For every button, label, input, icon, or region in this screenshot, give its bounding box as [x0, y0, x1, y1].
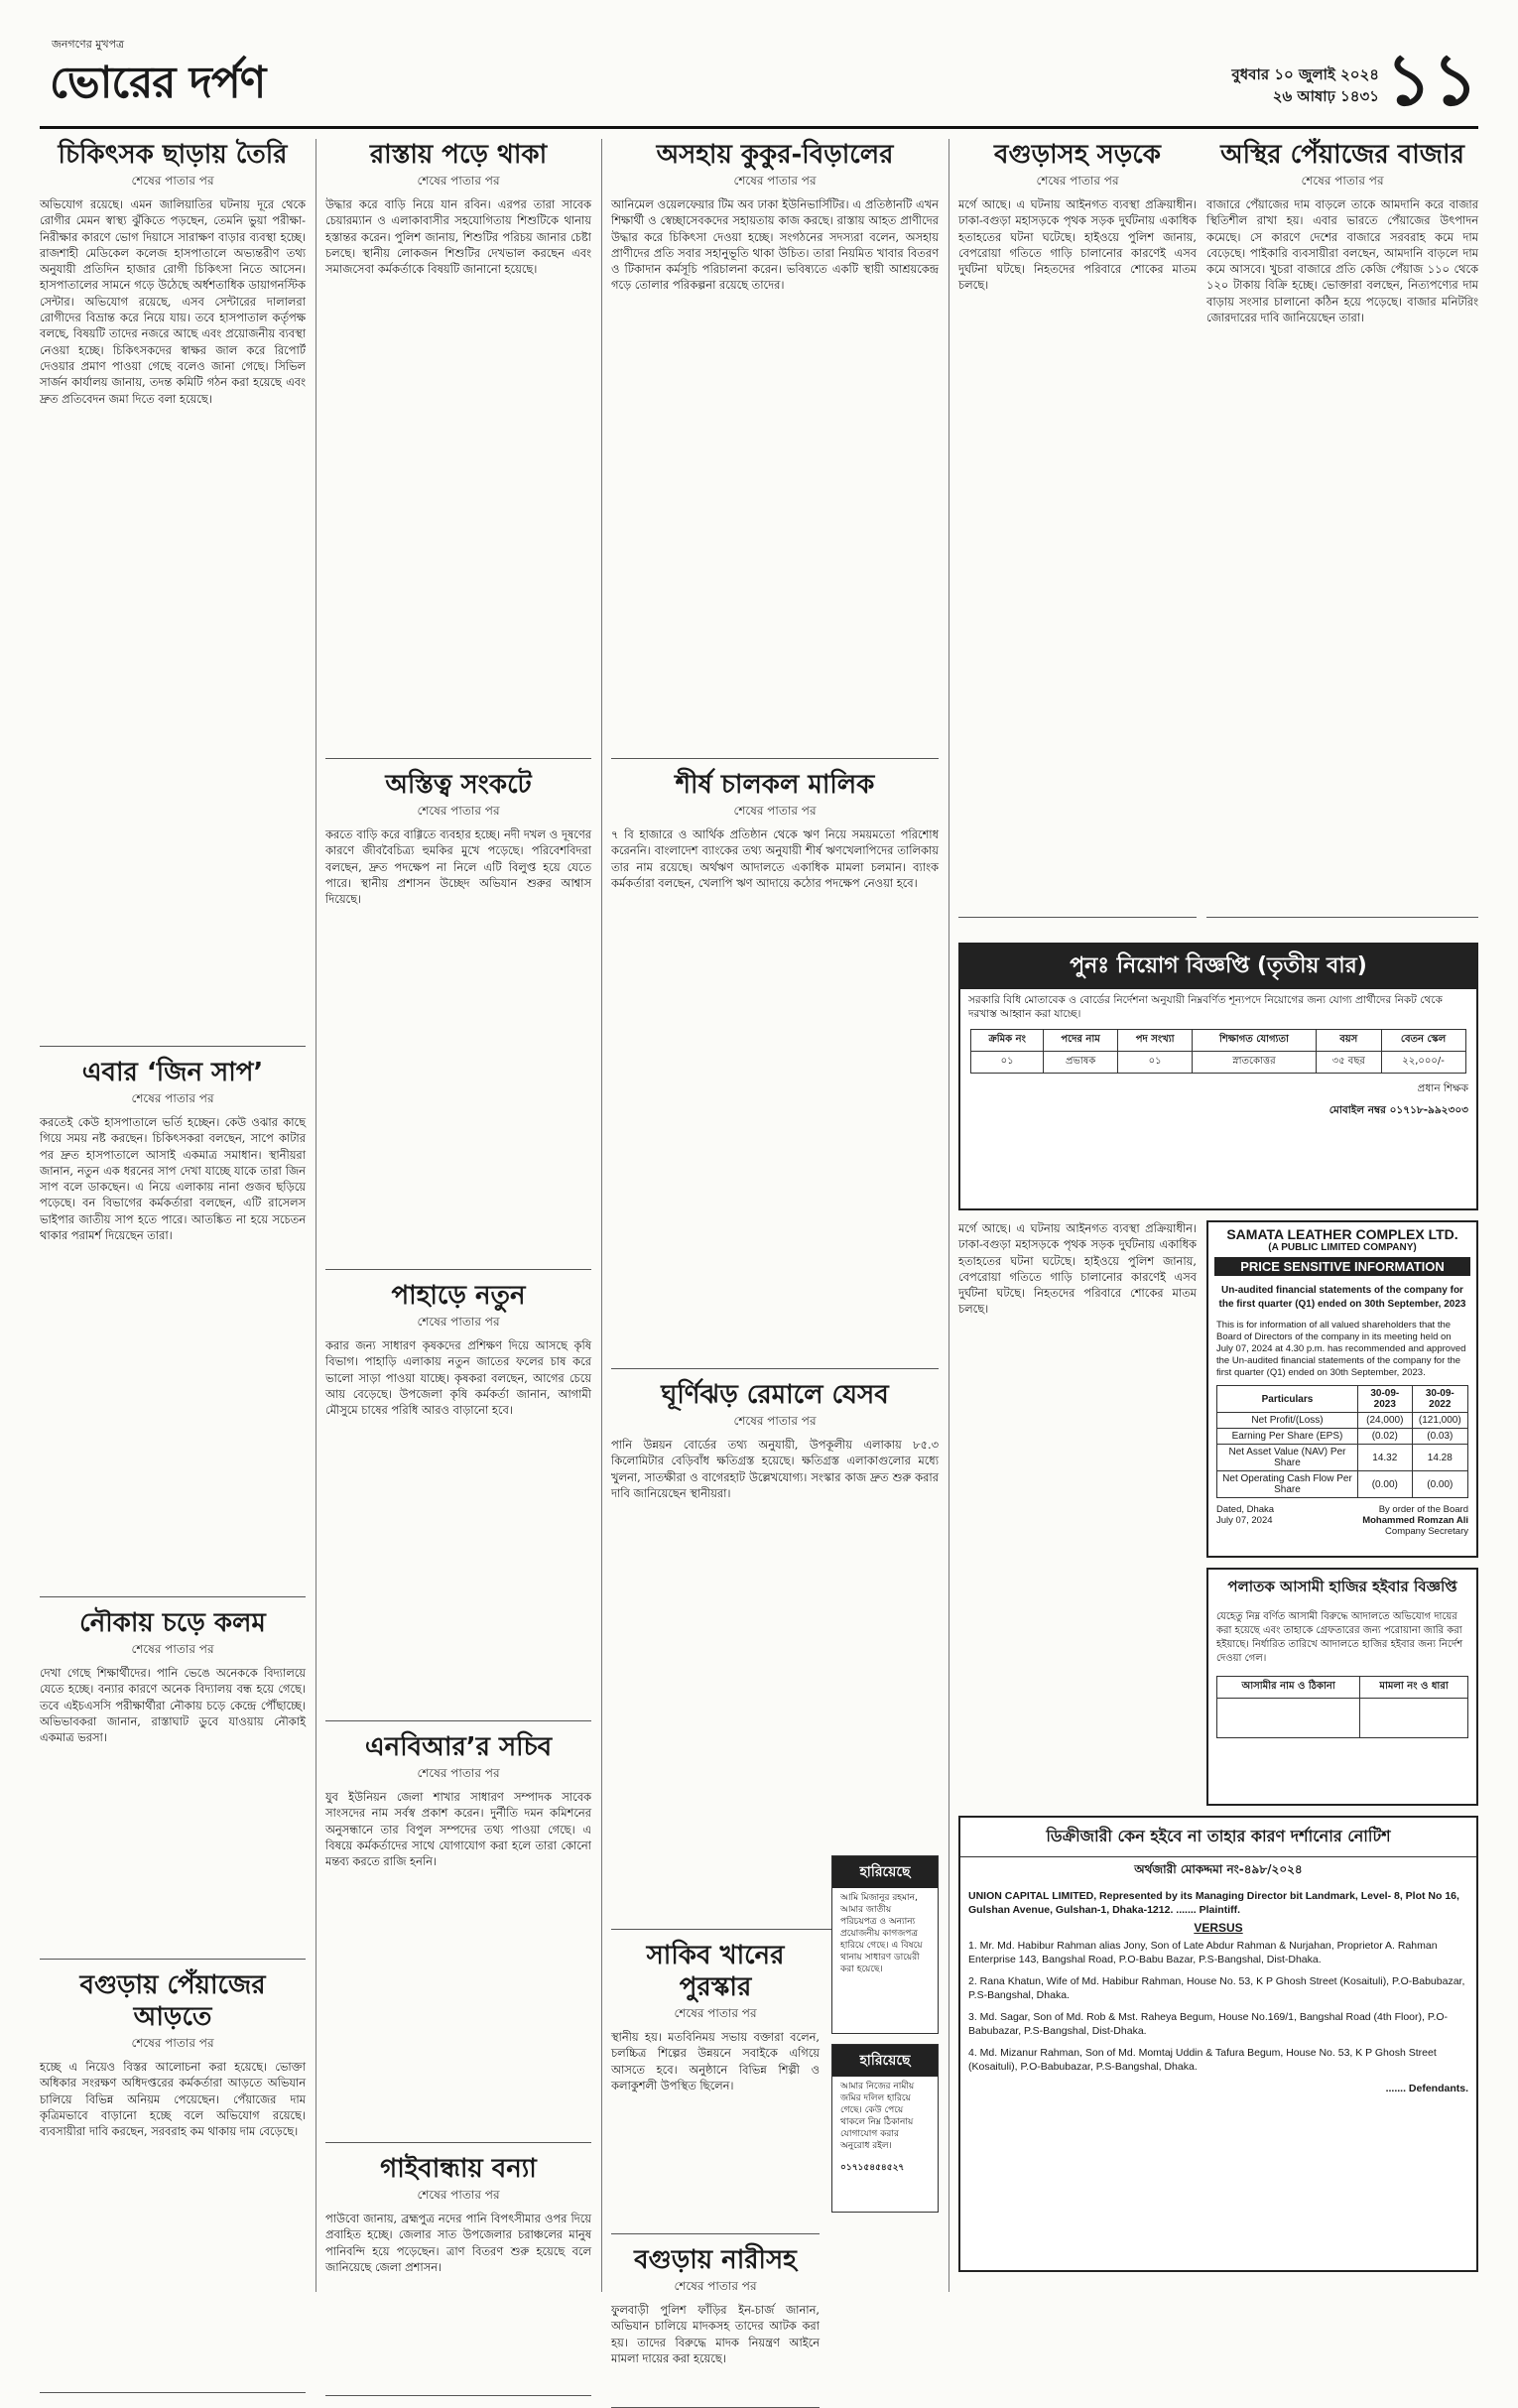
th: আসামীর নাম ও ঠিকানা	[1217, 1677, 1360, 1699]
continued-label: শেষের পাতার পর	[417, 1315, 500, 1329]
lost-notice-title: হারিয়েছে	[832, 2045, 938, 2077]
newspaper-page	[40, 30, 1478, 2365]
headline: গাইবান্ধায় বন্যা	[380, 2154, 537, 2184]
headline: অস্তিত্ব সংকটে	[385, 770, 532, 800]
headline: অস্থির পেঁয়াজের বাজার	[1220, 140, 1464, 170]
dateline	[1231, 63, 1379, 107]
article-jin-snake	[40, 1057, 306, 1597]
article-body-continued: মর্গে আছে। এ ঘটনায় আইনগত ব্যবস্থা প্রক্রিয়াধীন। ঢাকা-বগুড়া মহাসড়কে পৃথক সড়ক দুর্ঘটনায় একাধিক হতাহতের ঘটনা ঘটেছে। হাইওয়ে পুলিশ জানায়, বেপরোয়া গতিতে গাড়ি চালানোর কারণেই এসব দুর্ঘটনা ঘটছে। নিহতদের পরিবারে শোকের মাতম চলছে।	[958, 1221, 1197, 1317]
decree-plaintiff: UNION CAPITAL LIMITED, Represented by its Managing Director bit Landmark, Level- 8, Plot No 16, Gulshan Avenue, Gulshan-1, Dhaka-1212. ....... Plaintiff.	[968, 1890, 1459, 1916]
article-gaibandha	[325, 2153, 591, 2396]
th: বেতন স্কেল	[1381, 1030, 1465, 1052]
samata-ad	[1206, 1220, 1478, 1558]
article-body: আনিমেল ওয়েলফেয়ার টিম অব ঢাকা ইউনিভার্সিটির। এ প্রতিষ্ঠানটি এখন শিক্ষার্থী ও স্বেচ্ছাসেবকদের সহায়তায় কাজ করছে। রাস্তায় আহত প্রাণীদের উদ্ধার করে চিকিৎসা দেওয়া হচ্ছে। সংগঠনের সদস্যরা বলেন, অসহায় প্রাণীদের প্রতি সবার সহানুভূতি থাকা উচিত। তারা নিয়মিত খাবার বিতরণ ও টিকাদান কর্মসূচি পরিচালনা করেন। ভবিষ্যতে একটি স্থায়ী আশ্রয়কেন্দ্র গড়ে তোলার পরিকল্পনা রয়েছে তাদের।	[611, 197, 939, 293]
column-divider	[601, 139, 602, 2292]
decree-defendant-3: 3. Md. Sagar, Son of Md. Rob & Mst. Raheya Begum, House No.169/1, Bangshal Road (4th Floor), P.O- Babubazar, P.S-Bangshal, Dist-Dhaka.	[968, 2011, 1449, 2037]
samata-title: PRICE SENSITIVE INFORMATION	[1214, 1257, 1470, 1276]
article-body: করতেই কেউ হাসপাতালে ভর্তি হচ্ছেন। কেউ ওঝার কাছে গিয়ে সময় নষ্ট করছেন। চিকিৎসকরা বলছেন, সাপে কাটার পর দ্রুত হাসপাতালে আসাই একমাত্র সমাধান। স্থানীয়রা জানান, নতুন এক ধরনের সাপ দেখা যাচ্ছে যাকে তারা জিন সাপ বলে ডাকছেন। এ নিয়ে এলাকায় নানা গুজব ছড়িয়ে পড়েছে। বন বিভাগের কর্মকর্তারা বলছেন, এটি রাসেলস ভাইপার জাতীয় সাপ হতে পারে। আতঙ্কিত না হয়ে সচেতন থাকার পরামর্শ দিয়েছেন তারা।	[40, 1115, 306, 1243]
decree-ad	[958, 1816, 1478, 2272]
article-body: অভিযোগ রয়েছে। এমন জালিয়াতির ঘটনায় দূরে থেকে রোগীর মেমন স্বাস্থ্য ঝুঁকিতে পড়ছেন, তেমনি ভুয়া পরীক্ষা-নিরীক্ষার কারণে ভোগ দিয়াসে সারাক্ষণ বাড়ার ব্যবস্থা হচ্ছে। রাজশাহী মেডিকেল কলেজ হাসপাতালে অভ্যন্তরীণ তথ্য অনুযায়ী প্রতিদিন হাজার রোগী চিকিৎসা নিতে আসেন। হাসপাতালের সামনে গড়ে উঠেছে অর্ধশতাধিক ডায়াগনস্টিক সেন্টার। অভিযোগ রয়েছে, এসব সেন্টারের দালালরা রোগীদের বিভ্রান্ত করে নিয়ে যায়। তবে হাসপাতাল কর্তৃপক্ষ বলছে, বিষয়টি তাদের নজরে আছে এবং প্রয়োজনীয় ব্যবস্থা নেওয়া হচ্ছে। চিকিৎসকদের স্বাক্ষর জাল করে রিপোর্ট দেওয়ার প্রমাণ পাওয়া গেছে বলেও জানা গেছে। সিভিল সার্জন কার্যালয় জানায়, তদন্ত কমিটি গঠন করা হয়েছে এবং দ্রুত প্রতিবেদন জমা দিতে বলা হয়েছে।	[40, 197, 306, 406]
lost-notice-text: আমার নিজের নামীয় জমির দলিল হারিয়ে গেছে। কেউ পেয়ে থাকলে নিম্ন ঠিকানায় যোগাযোগ করার অনুরোধ রইল।	[840, 2082, 915, 2151]
th: বয়স	[1316, 1030, 1381, 1052]
article-body: উদ্ধার করে বাড়ি নিয়ে যান রবিন। এরপর তারা সাবেক চেয়ারম্যান ও এলাকাবাসীর সহযোগিতায় শিশুটিকে থানায় হস্তান্তর করেন। পুলিশ জানায়, শিশুটির পরিচয় জানার চেষ্টা চলছে। স্থানীয় লোকজন শিশুটির দেখভাল করছেন এবং সমাজসেবা কর্মকর্তাকে বিষয়টি জানানো হয়েছে।	[325, 197, 591, 277]
td: 14.32	[1357, 1445, 1412, 1471]
recruitment-ad	[958, 943, 1478, 1210]
headline: বগুড়ায় পেঁয়াজের আড়তে	[79, 1970, 266, 2032]
article-onion-market	[1206, 139, 1478, 918]
article-body: ৭ বি হাজারে ও আর্থিক প্রতিষ্ঠান থেকে ঋণ নিয়ে সময়মতো পরিশোধ করেননি। বাংলাদেশ ব্যাংকের তথ্য অনুযায়ী শীর্ষ ঋণখেলাপিদের তালিকায় তার নাম রয়েছে। অর্থঋণ আদালতে একাধিক মামলা চলমান। ব্যাংক কর্মকর্তারা বলছেন, খেলাপি ঋণ আদায়ে কঠোর পদক্ষেপ নেওয়া হবে।	[611, 827, 939, 890]
continued-label: শেষের পাতার পর	[674, 2279, 757, 2293]
td: Net Asset Value (NAV) Per Share	[1217, 1445, 1358, 1471]
decree-defendant-4: 4. Md. Mizanur Rahman, Son of Md. Momtaj Uddin & Tafura Begum, House No. 53, K P Ghosh Street (Kosaituli), P.O-Babubazar, P.S-Bangshal, Dhaka.	[968, 2047, 1437, 2073]
headline: ঘূর্ণিঝড় রেমালে যেসব	[661, 1380, 889, 1410]
samata-company: SAMATA LEATHER COMPLEX LTD.	[1226, 1226, 1458, 1242]
column-5	[1206, 139, 1478, 933]
td: ২২,০০০/-	[1381, 1052, 1465, 1074]
article-body: হচ্ছে এ নিয়েও বিস্তর আলোচনা করা হয়েছে। ভোক্তা অধিকার সংরক্ষণ অধিদপ্তরের কর্মকর্তারা আড়তে অভিযান চালিয়ে বিভিন্ন অনিয়ম পেয়েছেন। পেঁয়াজের দাম কৃত্রিমভাবে বাড়ানো হচ্ছে বলে অভিযোগ রয়েছে। ব্যবসায়ীরা দাবি করছেন, সরবরাহ কম থাকায় দাম বেড়েছে।	[40, 2060, 306, 2139]
decree-title: ডিক্রীজারী কেন হইবে না তাহার কারণ দর্শানোর নোটিশ	[960, 1818, 1476, 1857]
samata-by: By order of the Board	[1378, 1504, 1468, 1515]
samata-intro: This is for information of all valued shareholders that the Board of Directors of the company in its meeting held on July 07, 2024 at 4.30 p.m. has recommended and approved the Un-audited financial statements of the company for the first quarter (Q1) ended on 30th September, 2023.	[1216, 1320, 1466, 1378]
recruitment-signature: প্রধান শিক্ষক	[1417, 1082, 1468, 1094]
article-body: দেখা গেছে শিক্ষার্থীদের। পানি ভেঙে অনেককে বিদ্যালয়ে যেতে হচ্ছে। বন্যার কারণে অনেক বিদ্যালয় বন্ধ হয়ে গেছে। তবে এইচএসসি পরীক্ষার্থীরা নৌকায় চড়ে কেন্দ্রে পৌঁছাচ্ছে। অভিভাবকরা জানান, রাস্তাঘাট ডুবে যাওয়ায় নৌকাই একমাত্র ভরসা।	[40, 1666, 306, 1745]
continued-label: শেষের পাতার পর	[733, 1414, 817, 1428]
recruitment-text: সরকারি বিধি মোতাবেক ও বোর্ডের নির্দেশনা অনুযায়ী নিম্নবর্ণিত শূন্যপদে নিয়োগের জন্য যোগ্য প্রার্থীদের নিকট থেকে দরখাস্ত আহ্বান করা যাচ্ছে।	[968, 994, 1443, 1020]
samata-table	[1216, 1385, 1468, 1498]
headline: এবার ‘জিন সাপ’	[81, 1058, 264, 1087]
hazira-ad	[1206, 1568, 1478, 1806]
continued-label: শেষের পাতার পর	[417, 804, 500, 818]
continued-label: শেষের পাতার পর	[131, 1091, 214, 1105]
article-roadside	[325, 139, 591, 759]
th: 30-09-2022	[1412, 1386, 1467, 1413]
article-body: করতে বাড়ি করে বাগ্গিতে ব্যবহার হচ্ছে। নদী দখল ও দূষণের কারণে জীববৈচিত্র্য হুমকির মুখে পড়েছে। পরিবেশবিদরা বলছেন, দ্রুত পদক্ষেপ না নিলে এটি বিলুপ্ত হয়ে যেতে পারে। স্থানীয় প্রশাসন উচ্ছেদ অভিযান শুরুর আশ্বাস দিয়েছে।	[325, 827, 591, 907]
column-4-lower	[958, 1220, 1197, 1756]
samata-date: July 07, 2024	[1216, 1515, 1273, 1526]
article-onion-bogura	[40, 1969, 306, 2393]
continued-label: শেষের পাতার পর	[674, 2006, 757, 2020]
hazira-body: যেহেতু নিম্ন বর্ণিত আসামী বিরুদ্ধে আদালতে অভিযোগ দায়ের করা হয়েছে এবং তাহাকে গ্রেফতারের জন্য পরোয়ানা জারি করা হইয়াছে। নির্ধারিত তারিখে আদালতে হাজির হইবার জন্য নির্দেশ দেওয়া গেল।	[1216, 1611, 1463, 1664]
th: মামলা নং ও ধারা	[1360, 1677, 1468, 1699]
lost-notice-1	[831, 1855, 939, 2034]
th: পদ সংখ্যা	[1118, 1030, 1193, 1052]
masthead	[40, 30, 1478, 129]
headline: বগুড়ায় নারীসহ	[634, 2245, 797, 2275]
recruitment-table	[970, 1029, 1465, 1074]
samata-place: Dated, Dhaka	[1216, 1504, 1275, 1515]
td: (121,000)	[1412, 1413, 1467, 1429]
article-body: করার জন্য সাধারণ কৃষকদের প্রশিক্ষণ দিয়ে আসছে কৃষি বিভাগ। পাহাড়ি এলাকায় নতুন জাতের ফলের চাষ করে ভালো সাড়া পাওয়া যাচ্ছে। কৃষকরা বলছেন, আগের চেয়ে আয় বেড়েছে। উপজেলা কৃষি কর্মকর্তা জানান, আগামী মৌসুমে চাষের পরিধি আরও বাড়ানো হবে।	[325, 1338, 591, 1418]
decree-defendants-label: ....... Defendants.	[1385, 2083, 1468, 2094]
td: ৩৫ বছর	[1316, 1052, 1381, 1074]
lost-notice-text: আমি মিজানুর রহমান, আমার জাতীয় পরিচয়পত্র ও অন্যান্য প্রয়োজনীয় কাগজপত্র হারিয়ে গেছে। এ বিষয়ে থানায় সাধারণ ডায়েরী করা হয়েছে।	[840, 1893, 923, 1974]
headline: শীর্ষ চালকল মালিক	[675, 770, 875, 800]
td: (24,000)	[1357, 1413, 1412, 1429]
headline: নৌকায় চড়ে কলম	[79, 1608, 266, 1638]
th: ক্রমিক নং	[971, 1030, 1043, 1052]
td	[1360, 1699, 1468, 1738]
decree-defendant-1: 1. Mr. Md. Habibur Rahman alias Jony, Son of Late Abdur Rahman & Nurjahan, Proprietor A. Rahman Enterprise 143, Bangshal Road, P.O-Babu Bazar, P.S-Bangshal, Dist-Dhaka.	[968, 1940, 1438, 1965]
td: (0.02)	[1357, 1429, 1412, 1445]
lost-notice-2	[831, 2044, 939, 2213]
continued-label: শেষের পাতার পর	[131, 1642, 214, 1656]
td: 14.28	[1412, 1445, 1467, 1471]
td: ০১	[1118, 1052, 1193, 1074]
article-body: যুব ইউনিয়ন জেলা শাখার সাধারণ সম্পাদক সাবেক সাংসদের নাম সর্বস্ব প্রকাশ করেন। দুর্নীতি দমন কমিশনের অনুসন্ধানে তার বিপুল সম্পদের তথ্য পাওয়া গেছে। এ বিষয়ে কর্মকর্তাদের সাথে যোগাযোগ করা হলে তারা কোনো মন্তব্য করতে রাজি হননি।	[325, 1790, 591, 1869]
continued-label: শেষের পাতার পর	[1036, 174, 1119, 188]
article-body: বাজারে পেঁয়াজের দাম বাড়লে তাকে আমদানি করে বাজার স্থিতিশীল রাখা হয়। এবার ভারতে পেঁয়াজের উৎপাদন কমেছে। সে কারণে দেশের বাজারে সরবরাহ কমে দাম বেড়েছে। পাইকারি ব্যবসায়ীরা বলছেন, আমদানি বাড়লে দাম কমে আসবে। খুচরা বাজারে প্রতি কেজি পেঁয়াজ ১১০ থেকে ১২০ টাকায় বিক্রি হচ্ছে। ভোক্তারা বলছেন, নিত্যপণ্যের দাম বাড়ায় সংসার চালানো কঠিন হয়ে পড়েছে। বাজার মনিটরিং জোরদারের দাবি জানিয়েছেন তারা।	[1206, 197, 1478, 325]
headline: সাকিব খানের পুরস্কার	[646, 1941, 785, 2002]
hazira-title: পলাতক আসামী হাজির হইবার বিজ্ঞপ্তি	[1227, 1578, 1457, 1595]
samata-subtitle: Un-audited financial statements of the company for the first quarter (Q1) ended on 30th September, 2023	[1218, 1285, 1466, 1310]
headline: রাস্তায় পড়ে থাকা	[369, 140, 548, 170]
samata-footer	[1208, 1500, 1476, 1541]
column-1	[40, 139, 306, 2292]
column-2	[325, 139, 591, 2292]
recruitment-title: পুনঃ নিয়োগ বিজ্ঞপ্তি (তৃতীয় বার)	[960, 945, 1476, 989]
th: পদের নাম	[1043, 1030, 1118, 1052]
continued-label: শেষের পাতার পর	[131, 2036, 214, 2050]
headline: পাহাড়ে নতুন	[391, 1281, 526, 1311]
continued-label: শেষের পাতার পর	[417, 174, 500, 188]
article-bogura-road	[958, 139, 1197, 918]
continued-label: শেষের পাতার পর	[1301, 174, 1384, 188]
samata-sub: (A PUBLIC LIMITED COMPANY)	[1268, 1242, 1417, 1253]
article-body: স্থানীয় হয়। মতবিনিময় সভায় বক্তারা বলেন, চলচ্চিত্র শিল্পের উন্নয়নে সবাইকে এগিয়ে আসতে হবে। অনুষ্ঠানে বিভিন্ন শিল্পী ও কলাকুশলী উপস্থিত ছিলেন।	[611, 2030, 820, 2092]
td: (0.00)	[1412, 1471, 1467, 1498]
article-body: মর্গে আছে। এ ঘটনায় আইনগত ব্যবস্থা প্রক্রিয়াধীন। ঢাকা-বগুড়া মহাসড়কে পৃথক সড়ক দুর্ঘটনায় একাধিক হতাহতের ঘটনা ঘটেছে। হাইওয়ে পুলিশ জানায়, বেপরোয়া গতিতে গাড়ি চালানোর কারণেই এসব দুর্ঘটনা ঘটছে। নিহতদের পরিবারে শোকের মাতম চলছে।	[958, 197, 1197, 293]
lost-notice-phone: ০১৭১৫৪৫৪৫২৭	[840, 2162, 905, 2172]
td: Net Operating Cash Flow Per Share	[1217, 1471, 1358, 1498]
headline: এনবিআর’র সচিব	[364, 1732, 553, 1762]
article-nbr	[325, 1731, 591, 2143]
samata-sign: Mohammed Romzan Ali	[1362, 1515, 1468, 1526]
td: (0.03)	[1412, 1429, 1467, 1445]
th: 30-09-2023	[1357, 1386, 1412, 1413]
article-hills	[325, 1280, 591, 1721]
page-number: ১১	[1385, 38, 1478, 121]
article-body: ফুলবাড়ী পুলিশ ফাঁড়ির ইন-চার্জ জানান, অভিযান চালিয়ে মাদকসহ তাদের আটক করা হয়। তাদের বিরুদ্ধে মাদক নিয়ন্ত্রণ আইনে মামলা দায়ের করা হয়েছে।	[611, 2303, 820, 2365]
recruitment-mobile: মোবাইল নম্বর ০১৭১৮-৯৯২৩০৩	[1328, 1104, 1468, 1116]
samata-role: Company Secretary	[1385, 1526, 1468, 1537]
date-gregorian: বুধবার ১০ জুলাই ২০২৪	[1231, 65, 1379, 83]
lost-notice-title: হারিয়েছে	[832, 1856, 938, 1888]
article-body: পানি উন্নয়ন বোর্ডের তথ্য অনুযায়ী, উপকূলীয় এলাকায় ৮৫.৩ কিলোমিটার বেড়িবাঁধ ক্ষতিগ্রস্ত হয়েছে। ক্ষতিগ্রস্ত এলাকাগুলোর মধ্যে খুলনা, সাতক্ষীরা ও বাগেরহাট উল্লেখযোগ্য। সংস্কার কাজ দ্রুত শুরু করার দাবি জানিয়েছেন স্থানীয়রা।	[611, 1438, 939, 1500]
brand-logo: ভোরের দর্পণ	[50, 58, 266, 108]
headline: চিকিৎসক ছাড়ায় তৈরি	[58, 140, 288, 170]
hazira-table	[1216, 1676, 1468, 1738]
td: (0.00)	[1357, 1471, 1412, 1498]
article-stray-animals	[611, 139, 939, 759]
decree-case: অর্থজারী মোকদ্দমা নং-৪৯৮/২০২৪	[1134, 1862, 1303, 1876]
td: Earning Per Share (EPS)	[1217, 1429, 1358, 1445]
td	[1217, 1699, 1360, 1738]
decree-defendant-2: 2. Rana Khatun, Wife of Md. Habibur Rahman, House No. 53, K P Ghosh Street (Kosaituli), P.O-Babubazar, P.S-Bangshal, Dhaka.	[968, 1975, 1465, 2001]
article-body: পাউবো জানায়, ব্রহ্মপুত্র নদের পানি বিপৎসীমার ওপর দিয়ে প্রবাহিত হচ্ছে। জেলার সাত উপজেলার চরাঞ্চলের মানুষ পানিবন্দি হয়ে পড়েছেন। ত্রাণ বিতরণ শুরু হয়েছে বলে জানিয়েছে জেলা প্রশাসন।	[325, 2212, 591, 2274]
headline: অসহায় কুকুর-বিড়ালের	[656, 140, 894, 170]
th: শিক্ষাগত যোগ্যতা	[1192, 1030, 1316, 1052]
td: স্নাতকোত্তর	[1192, 1052, 1316, 1074]
headline: বগুড়াসহ সড়কে	[994, 140, 1161, 170]
td: ০১	[971, 1052, 1043, 1074]
article-doctor	[40, 139, 306, 1047]
continued-label: শেষের পাতার পর	[417, 1766, 500, 1780]
continued-label: শেষের পাতার পর	[417, 2188, 500, 2202]
article-boat	[40, 1607, 306, 1960]
decree-versus: VERSUS	[1194, 1921, 1243, 1935]
article-existence	[325, 769, 591, 1270]
td: প্রভাষক	[1043, 1052, 1118, 1074]
continued-label: শেষের পাতার পর	[733, 804, 817, 818]
continued-label: শেষের পাতার পর	[733, 174, 817, 188]
article-cyclone-remal	[611, 1379, 939, 1930]
continued-label: শেষের পাতার পর	[131, 174, 214, 188]
article-rice-mill	[611, 769, 939, 1369]
article-shakib-khan	[611, 1940, 820, 2234]
date-bangla: ২৬ আষাঢ় ১৪৩১	[1272, 87, 1379, 105]
article-bogura-women	[611, 2244, 820, 2408]
th: Particulars	[1217, 1386, 1358, 1413]
column-4	[958, 139, 1197, 933]
td: Net Profit/(Loss)	[1217, 1413, 1358, 1429]
brand-tagline: জনগণের মুখপত্র	[52, 38, 125, 51]
